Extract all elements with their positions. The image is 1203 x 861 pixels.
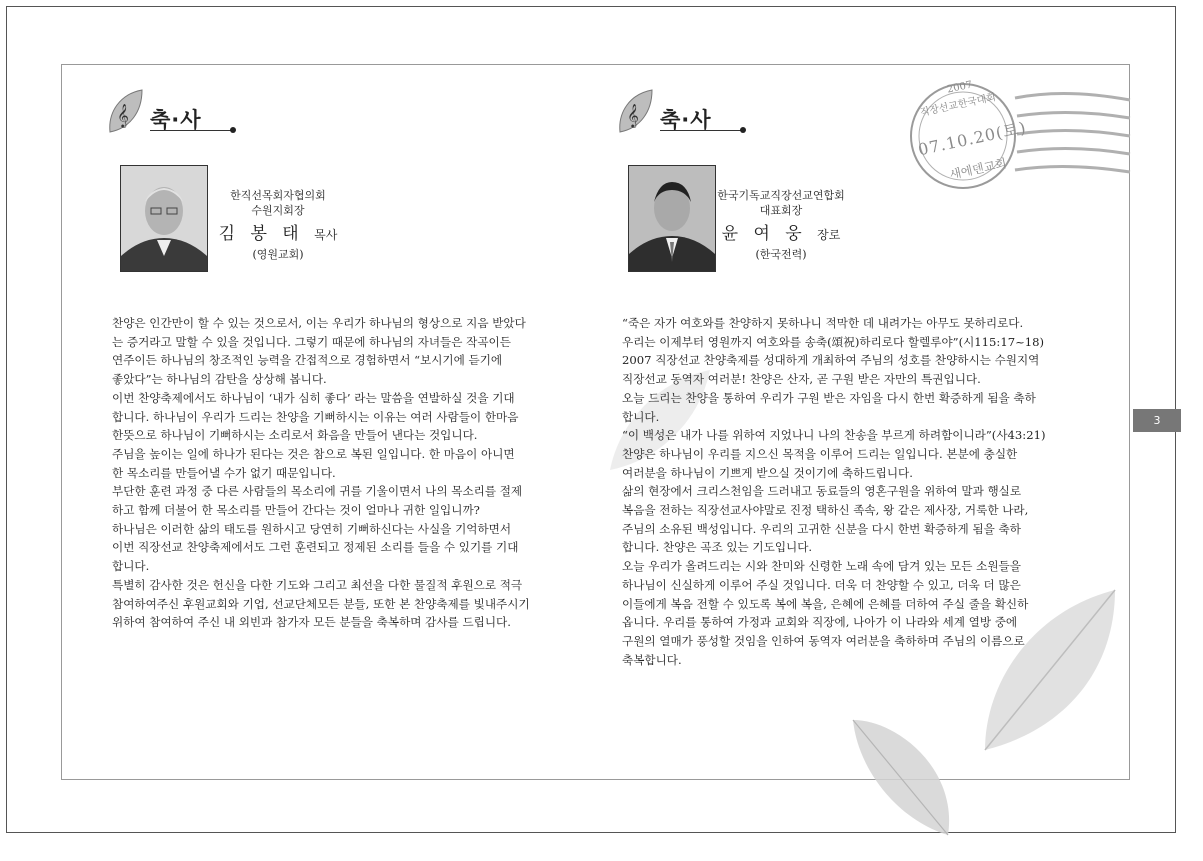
stamp-date: 07.10.20(토) [916, 117, 1029, 160]
left-person-info [203, 188, 353, 262]
body-line: 는 증거라고 말할 수 있을 것입니다. 그렇기 때문에 하나님의 자녀들은 작곡이든 [112, 334, 511, 349]
body-line: 좋았다”는 하나님의 감탄을 상상해 봅니다. [112, 372, 327, 387]
body-line: 합니다. 찬양은 곡조 있는 기도입니다. [622, 540, 813, 555]
body-line: 부단한 훈련 과정 중 다른 사람들의 목소리에 귀를 기울이면서 나의 목소리를 절제 [112, 484, 523, 499]
heading-dot [230, 127, 236, 133]
left-portrait-photo [120, 165, 208, 272]
person-name: 윤 여 웅 [721, 224, 807, 244]
person-position: 대표회장 [759, 204, 803, 217]
body-line: 특별히 감사한 것은 헌신을 다한 기도와 그리고 최선을 다한 물질적 후원으로 적극 [112, 577, 523, 592]
body-line: 하고 함께 더불어 한 목소리를 만들어 간다는 것이 얼마나 귀한 일입니까? [112, 503, 480, 518]
body-line: 합니다. [112, 559, 150, 574]
right-heading [616, 88, 751, 138]
body-line: 축복합니다. [622, 652, 682, 667]
svg-text:𝄞: 𝄞 [117, 103, 129, 127]
body-line: 이번 찬양축제에서도 하나님이 ‘내가 심히 좋다’ 라는 말씀을 연발하실 것을 기대 [112, 390, 515, 405]
person-organization: 한국기독교직장선교연합회 [717, 189, 845, 202]
body-line: 참여하여주신 후원교회와 기업, 선교단체모든 분들, 또한 본 찬양축제를 빛내주시기 [112, 596, 530, 611]
body-line: 주님의 소유된 백성입니다. 우리의 고귀한 신분을 다시 한번 확증하게 됨을 축하 [622, 521, 1021, 536]
outer-frame-bottom [6, 832, 1176, 833]
body-line: “죽은 자가 여호와를 찬양하지 못하나니 적막한 데 내려가는 아무도 못하리로다. [622, 316, 1024, 330]
person-title: 장로 [817, 228, 841, 242]
person-church: (한국전력) [755, 248, 807, 261]
body-line: 여러분을 하나님이 기쁘게 받으실 것이기에 축하드립니다. [622, 465, 913, 480]
right-body-text [622, 314, 1045, 669]
right-heading-title: 축·사 [660, 108, 712, 132]
body-line: 복음을 전하는 직장선교사야말로 진정 택하신 족속, 왕 같은 제사장, 거룩한 나라, [622, 503, 1029, 518]
decorative-leaf-icon [848, 710, 968, 840]
body-line: 옵니다. 우리를 통하여 가정과 교회와 직장에, 나아가 이 나라와 세계 열방 중에 [622, 615, 1018, 630]
left-heading-title: 축·사 [150, 108, 202, 132]
body-line: 오늘 드리는 찬양을 통하여 우리가 구원 받은 자임을 다시 한번 확증하게 됨을 축하 [622, 390, 1036, 405]
body-line: 위하여 참여하여 주신 내 외빈과 참가자 모든 분들을 축복하며 감사를 드립니다. [112, 615, 511, 630]
body-line: 합니다. [622, 409, 660, 424]
right-person-info [706, 188, 856, 262]
body-line: 한 목소리를 만들어낼 수가 없기 때문입니다. [112, 465, 336, 480]
heading-underline [150, 130, 232, 131]
body-line: 하나님이 신실하게 이루어 주실 것입니다. 더욱 더 찬양할 수 있고, 더욱 더 많은 [622, 577, 1021, 592]
right-portrait-photo [628, 165, 716, 272]
body-line: 이들에게 복음 전할 수 있도록 복에 복을, 은혜에 은혜를 더하여 주실 줄을 확신하 [622, 596, 1029, 611]
body-line: “이 백성은 내가 나를 위하여 지었나니 나의 찬송을 부르게 하려함이니라”(사43:21) [622, 428, 1046, 443]
body-line: 하나님은 이러한 삶의 태도를 원하시고 당연히 기뻐하신다는 사실을 기억하면서 [112, 521, 512, 536]
body-line: 우리는 이제부터 영원까지 여호와를 송축(頌祝)하리로다 할렐루야”(시115:17~18) [622, 334, 1045, 349]
body-line: 주님을 높이는 일에 하나가 된다는 것은 참으로 복된 일입니다. 한 마음이 아니면 [112, 446, 515, 461]
music-leaf-icon [616, 88, 656, 134]
person-church: (영원교회) [252, 248, 304, 261]
body-line: 찬양은 하나님이 우리를 지으신 목적을 이루어 드리는 일입니다. 본분에 충실한 [622, 446, 1018, 461]
body-line: 2007 직장선교 찬양축제를 성대하게 개최하여 주님의 성호를 찬양하시는 수원지역 [622, 353, 1040, 368]
left-body-text [112, 314, 530, 632]
body-line: 직장선교 동역자 여러분! 찬양은 산자, 곧 구원 받은 자만의 특권입니다. [622, 372, 981, 387]
music-leaf-icon [106, 88, 146, 134]
outer-frame-top [6, 6, 1176, 7]
heading-dot [740, 127, 746, 133]
portrait-image-icon [629, 166, 715, 271]
stamp-year: 2007 [946, 79, 974, 96]
outer-frame-left [6, 6, 7, 832]
person-name: 김 봉 태 [218, 224, 304, 244]
person-organization: 한직선목회자협의회 [230, 189, 326, 202]
portrait-image-icon [121, 166, 207, 271]
stamp-event: 직장선교한국대회 [919, 92, 997, 119]
left-heading [106, 88, 241, 138]
body-line: 이번 직장선교 찬양축제에서도 그런 훈련되고 정제된 소리를 들을 수 있기를 기대 [112, 540, 519, 555]
person-name-line [706, 224, 856, 245]
body-line: 오늘 우리가 올려드리는 시와 찬미와 신령한 노래 속에 담겨 있는 모든 소원들을 [622, 559, 1021, 574]
body-line: 한뜻으로 하나님이 기뻐하시는 소리로서 화음을 만들어 낸다는 것입니다. [112, 428, 478, 443]
person-position: 수원지회장 [251, 204, 305, 217]
body-line: 구원의 열매가 풍성할 것임을 인하여 동역자 여러분을 축하하며 주님의 이름으로 [622, 633, 1025, 648]
body-line: 찬양은 인간만이 할 수 있는 것으로서, 이는 우리가 하나님의 형상으로 지음 받았다 [112, 316, 526, 330]
stamp-venue: 새에덴교회 [948, 156, 1008, 182]
person-name-line [203, 224, 353, 245]
event-postmark-stamp [905, 68, 1135, 208]
body-line: 삶의 현장에서 크리스천임을 드러내고 동료들의 영혼구원을 위하여 말과 행실로 [622, 484, 1022, 499]
body-line: 연주이든 하나님의 창조적인 능력을 간접적으로 경험하면서 “보시기에 듣기에 [112, 353, 503, 368]
page-number-tab: 3 [1133, 409, 1181, 432]
heading-underline [660, 130, 742, 131]
svg-text:𝄞: 𝄞 [627, 103, 639, 127]
body-line: 합니다. 하나님이 우리가 드리는 찬양을 기뻐하시는 이유는 여러 사람들이 한마음 [112, 409, 519, 424]
person-title: 목사 [314, 228, 338, 242]
